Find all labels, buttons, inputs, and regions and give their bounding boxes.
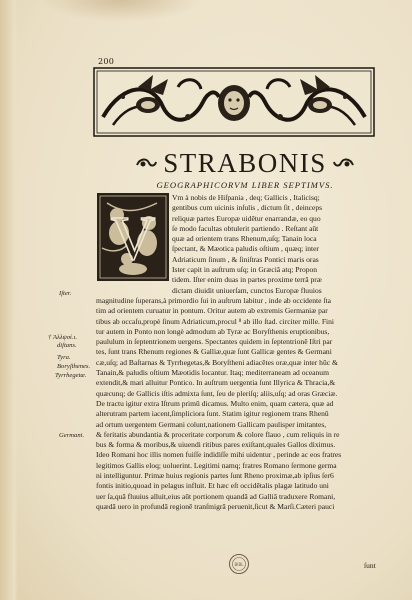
text-line: cæ,uſq; ad Baſtarnas & Tyrrhegetas,& Boryſtheni adiacētes oræ,quæ inter hūc &: [96, 357, 338, 367]
margin-note-germani: Germani.: [59, 432, 85, 439]
text-line: Ideo Romani hoc illis nomen fuiſſe indidiſſe mihi uidentur , perinde ac eos fratres: [96, 450, 342, 460]
fleuron-right-icon: [333, 156, 355, 170]
margin-note-tyrrhegetae: Tyrrhegetæ.: [55, 372, 87, 379]
text-line: tibus ab occaſu,propè ſinum Adriaticum,procul ⁸ ab illo ſtad. circiter mille. Fini: [96, 316, 334, 326]
text-line: uer ſa,quā fluuius alluit,eius aūt portionem quandā ad Galliā traduxere Romani,: [96, 491, 336, 501]
text-line: tim ad orientem curuatur in pontum. Oritur autem ab extremis Germaniæ par: [96, 306, 328, 316]
text-line: magnitudine ſuperans,à primordio ſui in auſtrum labitur , inde ab occidente ſta: [96, 295, 331, 305]
page-gutter-shadow: [0, 0, 18, 600]
text-line: quædā uero in profundā regionē tranſmigrā peruenit,ſicut & Marſi.Cæteri pauci: [96, 501, 335, 511]
margin-note-distans: diſtans.: [57, 342, 77, 349]
text-line: ſpectant, & Mæotica paludis oſtium , quæq; inter: [172, 244, 319, 254]
paper-stain: [40, 0, 200, 22]
text-line: legitimos Gallis eloq; uoluerint. Legitimi namq; fratres Romano ſermone germa: [96, 460, 337, 470]
folio-number: 200: [98, 57, 115, 66]
fleuron-left-icon: [135, 156, 157, 170]
text-line: alterutram partem iacent,ſimpliciora ſunt. Statim igitur regionem trans Rhenū: [96, 409, 329, 419]
title-row: [104, 148, 386, 178]
text-line: ſe modo facultas obtulerit partiendo . Reſtant aūt: [172, 223, 319, 233]
catchword: ſunt: [364, 561, 376, 570]
text-line: dictam diuidit uniuerſam, cunctos Europæ fluuios: [172, 285, 322, 295]
margin-note-borysthenes: Boryſthenes.: [57, 363, 91, 370]
text-line: Vm à nobis de Hiſpania , deq; Gallicis , Italicisq;: [172, 193, 320, 202]
text-line: fontis initio,quoad in pelagus influit. Et hæc eſt occidētalis plagæ latitudo uni: [96, 481, 329, 491]
text-line: Tanain,& paludis oſtium Mæotidis locantur. Itaq; mediterraneam ad oceanum: [96, 368, 329, 378]
library-stamp-icon: [228, 553, 250, 575]
text-line: & feritatis abundantia & proceritate corporum & colore flauo , cum reliquis in re: [96, 429, 340, 439]
book-title: STRABONIS: [163, 148, 327, 178]
text-line: tes, ſunt trans Rhenum regiones & Galliæ,quæ ſunt Gallicæ gentes & Germani: [96, 347, 332, 357]
text-line: ad ortum uergentem Germani colunt,nationem Gallicam paulisper imitantes,: [96, 419, 327, 429]
text-line: ni intelliguntur. Primæ huius regionis partes ſunt Rheno proximæ,ab ipſius ſer6: [96, 471, 334, 481]
text-line: Ister capit in auſtrum uſq; in Græciā atq; Propon: [172, 265, 318, 275]
margin-note-ister: Iſter.: [59, 290, 72, 297]
book-subtitle: GEOGRAPHICORVM LIBER SEPTIMVS.: [156, 180, 334, 190]
text-line: quæ ad orientem trans Rhenum,uſq; Tanain loca: [172, 234, 317, 244]
text-line: bus & forma & moribus,& uiuendi ritibus pares exiſtant,quales Gallos diximus.: [96, 440, 336, 450]
text-line: gentibus cum uicinis inſulis , dictum ſit , deinceps: [172, 203, 323, 213]
stamp-text: BIBL: [234, 562, 244, 567]
margin-note-greek: † Ἀλλψσἰ.ι.: [48, 334, 77, 341]
text-line: tidem. Iſter enim duas in partes proxime terrā præ: [172, 275, 322, 285]
initial-letter: V: [110, 205, 156, 273]
headpiece-ornament: [93, 67, 375, 137]
text-line: reliquæ partes Europæ uidētur enarrandæ, eo quo: [172, 213, 321, 223]
text-line: tur autem in Ponto non longè admodum ab Tyræ ac Boryſthenis eruptionibus,: [96, 326, 330, 336]
text-line: quæcunq; de Gallicis iſtis admixta ſunt, ſeu de pleriſq; aliis,uſq; ad oras Græciæ.: [96, 388, 338, 398]
decorated-initial-V: [97, 193, 169, 281]
text-line: paululum in ſeptentrionem uergens. Spectantes quidem in ſeptentrionē Iſtri par: [96, 337, 333, 347]
text-line: De tractu igitur extra Iſtrum primū dicamus. Multo enim, quam cætera, quæ ad: [96, 398, 334, 408]
margin-note-tyra: Tyra.: [57, 354, 71, 361]
text-line: extendit,& mari alluitur Pontico. In auſtrum uergentia ſunt Illyrica & Thracia,&: [96, 378, 336, 388]
text-line: Adriaticum ſinum , & ſiniſtras Pontici maris oras: [172, 254, 319, 264]
